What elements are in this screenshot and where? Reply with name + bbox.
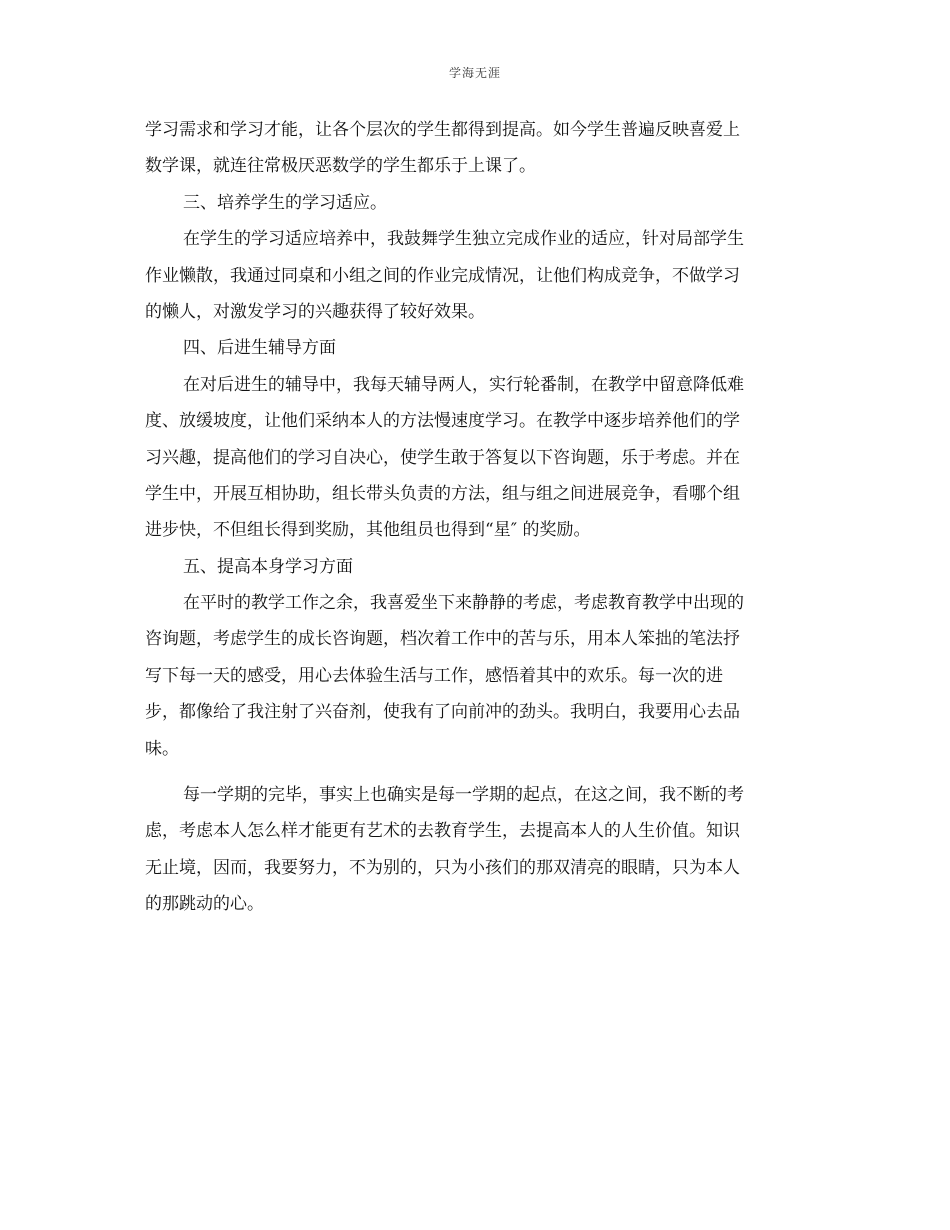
text-line-1: 学习需求和学习才能，让各个层次的学生都得到提高。如今学生普遍反映喜爱上 <box>145 120 740 140</box>
document-body <box>145 112 807 923</box>
text-line-9: 度、放缓坡度，让他们采纳本人的方法慢速度学习。在教学中逐步培养他们的学 <box>145 411 740 432</box>
paragraph-gap <box>145 767 807 777</box>
text-line-11: 学生中，开展互相协助，组长带头负责的方法，组与组之间进展竞争，看哪个组 <box>145 483 740 504</box>
text-line-22: 的那跳动的心。 <box>145 894 264 915</box>
section-heading-3: 三、培养学生的学习适应。 <box>183 192 387 213</box>
text-line-4: 在学生的学习适应培养中，我鼓舞学生独立完成作业的适应，针对局部学生 <box>183 229 744 250</box>
text-line-5: 作业懒散，我通过同桌和小组之间的作业完成情况，让他们构成竞争，不做学习 <box>145 265 740 286</box>
text-line-2: 数学课，就连往常极厌恶数学的学生都乐于上课了。 <box>145 156 536 177</box>
section-heading-4: 四、后进生辅导方面 <box>183 338 336 359</box>
text-line-17: 步，都像给了我注射了兴奋剂，使我有了向前冲的劲头。我明白，我要用心去品 <box>145 702 740 723</box>
text-line-6: 的懒人，对激发学习的兴趣获得了较好效果。 <box>145 301 485 322</box>
section-heading-5: 五、提高本身学习方面 <box>183 556 353 577</box>
text-line-21: 无止境，因而，我要努力，不为别的，只为小孩们的那双清亮的眼睛，只为本人 <box>145 857 740 878</box>
text-line-14: 在平时的教学工作之余，我喜爱坐下来静静的考虑，考虑教育教学中出现的 <box>183 593 744 614</box>
text-line-16: 写下每一天的感受，用心去体验生活与工作，感悟着其中的欢乐。每一次的进 <box>145 665 723 686</box>
text-line-15: 咨询题，考虑学生的成长咨询题，档次着工作中的苦与乐，用本人笨拙的笔法抒 <box>145 629 740 650</box>
text-line-20: 虑，考虑本人怎么样才能更有艺术的去教育学生，去提高本人的人生价值。知识 <box>145 821 740 842</box>
text-line-19: 每一学期的完毕，事实上也确实是每一学期的起点，在这之间，我不断的考 <box>183 785 744 806</box>
page-header: 学海无涯 <box>448 66 501 80</box>
text-line-12: 进步快，不但组长得到奖励，其他组员也得到“星″ 的奖励。 <box>145 520 591 541</box>
text-line-18: 味。 <box>145 738 179 759</box>
text-line-8: 在对后进生的辅导中，我每天辅导两人，实行轮番制，在教学中留意降低难 <box>183 374 744 395</box>
text-line-10: 习兴趣，提高他们的学习自决心，使学生敢于答复以下咨询题，乐于考虑。并在 <box>145 447 740 468</box>
